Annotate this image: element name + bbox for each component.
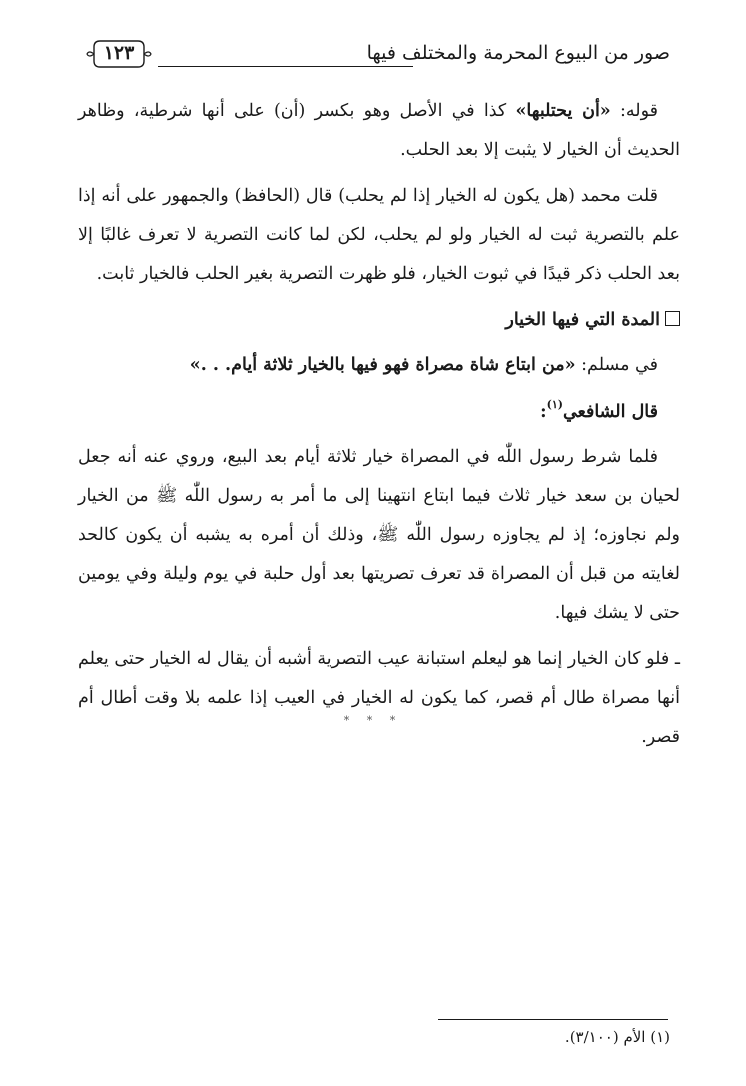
footnote: (١) الأم (٣/١٠٠). bbox=[564, 1028, 670, 1046]
header-rule bbox=[158, 66, 413, 67]
footnote-marker: (١) bbox=[546, 398, 563, 411]
main-text bbox=[78, 92, 680, 764]
hadith-quote: «من ابتاع شاة مصراة فهو فيها بالخيار ثلاثة أيام. . .» bbox=[189, 355, 576, 375]
lead-text: قوله: bbox=[610, 101, 658, 121]
section-heading bbox=[78, 301, 680, 339]
shafii-heading bbox=[78, 385, 680, 432]
muslim-hadith-line bbox=[78, 346, 680, 385]
checkbox-bullet-icon bbox=[665, 311, 680, 326]
page-number: ١٢٣ bbox=[103, 42, 135, 64]
quoted-word: «أن يحتلبها» bbox=[515, 101, 611, 121]
section-heading-text: المدة التي فيها الخيار bbox=[505, 310, 660, 330]
paragraph-commentary bbox=[78, 92, 680, 170]
paragraph-question: قلت محمد (هل يكون له الخيار إذا لم يحلب) قال (الحافظ) والجمهور على أنه إذا علم بالتصرية ثبت له الخيار ولو لم يحلب، لكن لما كانت التصرية لا تعرف غالبًا إلا بعد الحلب ذكر قيدًا في ثبوت الخيار، فلو ظهرت التصرية بغير الحلب فالخيار ثابت. bbox=[78, 186, 680, 284]
muslim-lead: في مسلم: bbox=[575, 355, 658, 375]
section-separator: * * * bbox=[343, 714, 403, 727]
page-number-badge bbox=[86, 37, 152, 71]
running-header-title: صور من البيوع المحرمة والمختلف فيها bbox=[366, 42, 670, 64]
commentary-text: كذا في الأصل وهو بكسر (أن) على أنها شرطية، وظاهر الحديث أن الخيار لا يثبت إلا بعد الحلب. bbox=[78, 101, 680, 160]
paragraph-shafii-quote: فلما شرط رسول اللّٰه في المصراة خيار ثلاثة أيام بعد البيع، وروي عنه أنه جعل لحيان بن سعد خيار ثلاث فيما ابتاع انتهينا إلى ما أمر به رسول اللّٰه ﷺ من الخيار ولم نجاوزه؛ إذ لم يجاوزه رسول اللّٰه ﷺ، وذلك أن أمره به يشبه أن يكون كالحد لغايته من قبل أن المصراة قد تعرف تصريتها بعد أول حلبة في يوم وليلة وفي يومين حتى لا يشك فيها. bbox=[78, 447, 680, 623]
paragraph-conclusion: ـ فلو كان الخيار إنما هو ليعلم استبانة عيب التصرية أشبه أن يقال له الخيار حتى يعلم أنها مصراة طال أم قصر، كما يكون له الخيار في العيب إذا علمه بلا وقت أطال أم قصر. bbox=[78, 649, 680, 747]
shafii-label: قال الشافعي bbox=[562, 402, 658, 422]
shafii-colon: : bbox=[540, 402, 547, 422]
footnote-rule bbox=[438, 1019, 668, 1020]
